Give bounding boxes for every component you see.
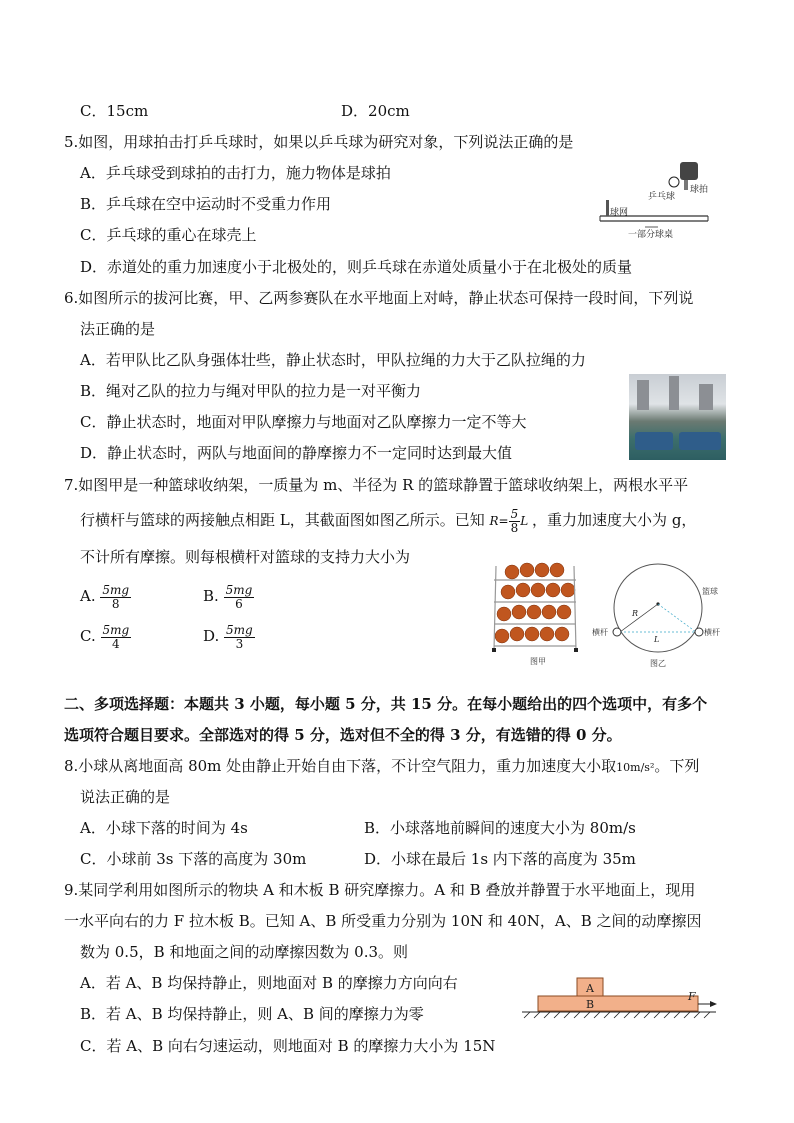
q7-stem-2 bbox=[80, 508, 696, 535]
q8-option-a: A．小球下落的时间为 4s bbox=[80, 819, 248, 837]
q7-option-a: A. $\frac{5mg}{8}$ bbox=[80, 582, 130, 611]
q7-l-label: L bbox=[654, 635, 660, 644]
q8-stem-1: 8.小球从离地面高 80m 处由静止开始自由下落，不计空气阻力，重力加速度大小取10m/s²。下列 bbox=[64, 757, 700, 775]
q5-option-a: A．乒乓球受到球拍的击打力，施力物体是球拍 bbox=[80, 164, 391, 182]
q6-stem-1: 6.如图所示的拔河比赛，甲、乙两参赛队在水平地面上对峙，静止状态可保持一段时间，下列说 bbox=[64, 289, 694, 307]
section2-line1: 二、多项选择题：本题共 3 小题，每小题 5 分，共 15 分。在每小题给出的四个选项中，有多个 bbox=[64, 695, 708, 713]
q8-stem-2: 说法正确的是 bbox=[80, 788, 171, 806]
q7-r-label: R bbox=[632, 609, 639, 618]
q9-block-a-label: A bbox=[586, 982, 594, 995]
q7-stem-2b: ，重力加速度大小为 g， bbox=[532, 511, 697, 529]
q5-option-c: C．乒乓球的重心在球壳上 bbox=[80, 226, 257, 244]
q9-board-b-label: B bbox=[586, 998, 595, 1011]
q6-stem-2: 法正确的是 bbox=[80, 320, 156, 338]
q7-rack-figure bbox=[490, 558, 590, 668]
q8-option-c: C．小球前 3s 下落的高度为 30m bbox=[80, 850, 307, 868]
q5-paddle-label: 球拍 bbox=[690, 185, 709, 195]
q5-ball-label: 乒乓球 bbox=[648, 192, 676, 202]
q8-option-b: B．小球落地前瞬间的速度大小为 80m/s bbox=[364, 819, 636, 837]
q8-option-d: D．小球在最后 1s 内下落的高度为 35m bbox=[364, 850, 636, 868]
q8-unit: 10m/s² bbox=[616, 761, 655, 774]
q7-option-b: B. $\frac{5mg}{6}$ bbox=[203, 582, 253, 611]
q5-option-b: B．乒乓球在空中运动时不受重力作用 bbox=[80, 195, 332, 213]
q7-stem-1: 7.如图甲是一种篮球收纳架，一质量为 m、半径为 R 的篮球静置于篮球收纳架上，两根水平平 bbox=[64, 476, 689, 494]
q6-option-a: A．若甲队比乙队身强体壮些，静止状态时，甲队拉绳的力大于乙队拉绳的力 bbox=[80, 351, 586, 369]
q4-option-c: C．15cm bbox=[80, 102, 149, 120]
q9-option-a: A．若 A、B 均保持静止，则地面对 B 的摩擦力方向向右 bbox=[80, 974, 458, 992]
q9-stem-1: 9.某同学利用如图所示的物块 A 和木板 B 研究摩擦力。A 和 B 叠放并静置于水平地面上，现用 bbox=[64, 881, 696, 899]
q6-option-d: D．静止状态时，两队与地面间的静摩擦力不一定同时达到最大值 bbox=[80, 444, 513, 462]
q7-caption-a: 图甲 bbox=[530, 657, 546, 666]
q9-option-c: C．若 A、B 向右匀速运动，则地面对 B 的摩擦力大小为 15N bbox=[80, 1037, 496, 1055]
q9-stem-2: 一水平向右的力 F 拉木板 B。已知 A、B 所受重力分别为 10N 和 40N，A、B 之间的动摩擦因 bbox=[64, 912, 702, 930]
q5-pingpong-figure bbox=[590, 152, 720, 242]
q5-stem: 5.如图，用球拍击打乒乓球时，如果以乒乓球为研究对象，下列说法正确的是 bbox=[64, 133, 574, 151]
q7-ball-label: 篮球 bbox=[702, 587, 718, 596]
q5-table-label: 一部分球桌 bbox=[628, 230, 674, 240]
q7-option-c: C. $\frac{5mg}{4}$ bbox=[80, 622, 130, 651]
q7-caption-b: 图乙 bbox=[650, 659, 666, 668]
q5-option-d: D．赤道处的重力加速度小于北极处的，则乒乓球在赤道处质量小于在北极处的质量 bbox=[80, 258, 633, 276]
q4-option-d: D．20cm bbox=[341, 102, 410, 120]
q6-option-b: B．绳对乙队的拉力与绳对甲队的拉力是一对平衡力 bbox=[80, 382, 422, 400]
section2-line2: 选项符合题目要求。全部选对的得 5 分，选对但不全的得 3 分，有选错的得 0 分。 bbox=[64, 726, 622, 744]
q9-blocks-figure bbox=[520, 972, 720, 1024]
q9-force-label: F bbox=[688, 990, 696, 1003]
q7-option-d: D. $\frac{5mg}{3}$ bbox=[203, 622, 253, 651]
q7-rod-right-label: 横杆 bbox=[704, 628, 720, 637]
q7-rod-left-label: 横杆 bbox=[592, 628, 608, 637]
tug-of-war-photo bbox=[629, 374, 726, 460]
q5-net-label: 球网 bbox=[610, 208, 629, 218]
q9-stem-3: 数为 0.5，B 和地面之间的动摩擦因数为 0.3。则 bbox=[80, 943, 409, 961]
q7-formula: R= $\frac{5}{8}$ L bbox=[489, 507, 529, 535]
q6-option-c: C．静止状态时，地面对甲队摩擦力与地面对乙队摩擦力一定不等大 bbox=[80, 413, 527, 431]
q7-stem-3: 不计所有摩擦。则每根横杆对篮球的支持力大小为 bbox=[80, 548, 411, 566]
q7-section-figure bbox=[592, 560, 728, 670]
q9-option-b: B．若 A、B 均保持静止，则 A、B 间的摩擦力为零 bbox=[80, 1005, 424, 1023]
q7-stem-2a: 行横杆与篮球的两接触点相距 L，其截面图如图乙所示。已知 bbox=[80, 511, 485, 529]
